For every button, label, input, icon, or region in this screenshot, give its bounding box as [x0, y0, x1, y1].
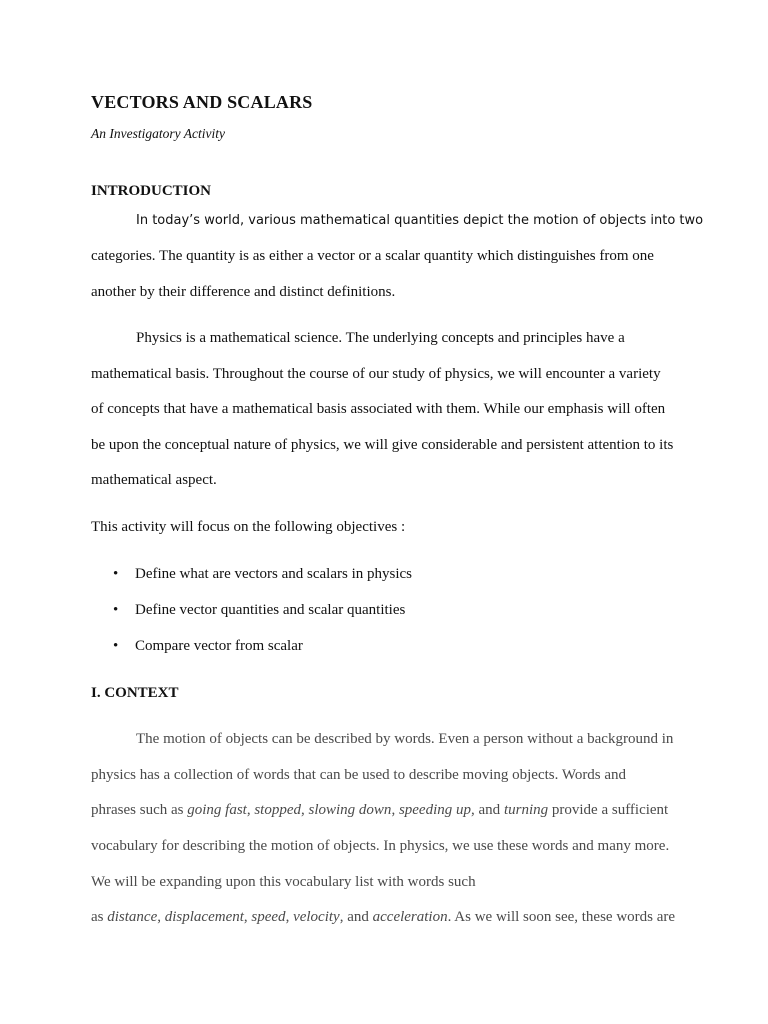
- term: displacement: [164, 909, 244, 925]
- term: going fast: [187, 802, 247, 818]
- objective-item: [113, 638, 303, 655]
- context-heading: I. CONTEXT: [91, 685, 179, 701]
- term: speed: [251, 909, 286, 925]
- intro-para2-line: be upon the conceptual nature of physics, we will give considerable and persistent attention to its: [91, 437, 674, 453]
- document-title: VECTORS AND SCALARS: [91, 92, 313, 112]
- context-line: vocabulary for describing the motion of objects. In physics, we use these words and many more.: [91, 838, 670, 854]
- objectives-intro: This activity will focus on the following objectives :: [91, 519, 406, 535]
- context-line: as distance, displacement, speed, velocity, and acceleration. As we will soon see, these words are: [91, 909, 676, 925]
- context-line: physics has a collection of words that can be used to describe moving objects. Words and: [91, 767, 627, 783]
- objective-item: [113, 602, 405, 619]
- intro-para2-line: Physics is a mathematical science. The underlying concepts and principles have a: [136, 330, 625, 346]
- bullet-icon: •: [113, 638, 119, 654]
- context-line: We will be expanding upon this vocabulary list with words such: [91, 874, 476, 890]
- intro-para1-line: categories. The quantity is as either a vector or a scalar quantity which distinguishes from one: [91, 248, 654, 264]
- term: stopped: [254, 802, 301, 818]
- intro-para1-line: another by their difference and distinct definitions.: [91, 284, 396, 300]
- term: distance: [107, 909, 158, 925]
- document-subtitle: An Investigatory Activity: [91, 126, 225, 141]
- intro-para1-line: In today’s world, various mathematical quantities depict the motion of objects into two: [136, 213, 704, 228]
- context-line: The motion of objects can be described by words. Even a person without a background in: [136, 731, 674, 747]
- objective-item: [113, 566, 412, 583]
- bullet-icon: •: [113, 602, 119, 618]
- objective-text: Compare vector from scalar: [135, 638, 303, 654]
- intro-para2-line: mathematical aspect.: [91, 472, 217, 488]
- objective-text: Define what are vectors and scalars in physics: [135, 566, 412, 582]
- context-line: phrases such as going fast, stopped, slowing down, speeding up, and turning provide a sufficient: [91, 802, 669, 818]
- introduction-heading: INTRODUCTION: [91, 183, 212, 199]
- term: acceleration: [372, 909, 448, 925]
- bullet-icon: •: [113, 566, 119, 582]
- term: velocity: [293, 909, 340, 925]
- term: speeding up: [398, 802, 472, 818]
- term: turning: [503, 802, 549, 818]
- term: slowing down: [308, 802, 392, 818]
- intro-para2-line: of concepts that have a mathematical basis associated with them. While our emphasis will often: [91, 401, 666, 417]
- objective-text: Define vector quantities and scalar quantities: [135, 602, 406, 618]
- intro-para2-line: mathematical basis. Throughout the course of our study of physics, we will encounter a variety: [91, 366, 661, 382]
